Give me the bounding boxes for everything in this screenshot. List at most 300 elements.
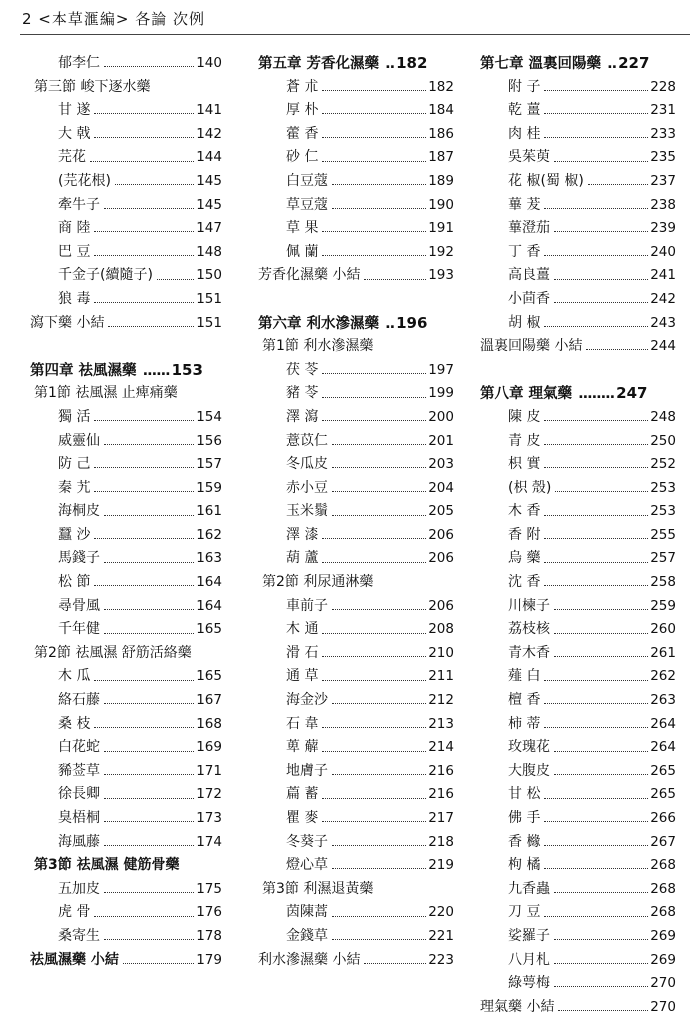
leader-dots	[332, 467, 426, 468]
herb-name: 胡 椒	[508, 314, 541, 331]
herb-name: 甘 松	[508, 786, 541, 803]
toc-entry	[480, 854, 676, 878]
leader-dots	[104, 892, 194, 893]
leader-dots	[104, 633, 194, 634]
toc-entry	[258, 99, 454, 123]
page-number: 206	[428, 550, 454, 567]
leader-dots	[322, 798, 426, 799]
herb-name: 枳 實	[508, 456, 541, 473]
toc-column-2	[258, 52, 454, 972]
herb-name: 海風藤	[58, 833, 100, 850]
chapter-heading	[258, 52, 454, 76]
page-number: 204	[428, 479, 454, 496]
page-number: 153	[171, 360, 203, 379]
page-number: 173	[196, 810, 222, 826]
herb-name: 五加皮	[58, 880, 100, 897]
leader-dots	[332, 868, 426, 869]
herb-name: 萹 蓄	[286, 786, 319, 803]
page-number: 182	[428, 78, 454, 95]
herb-name: 澤 瀉	[286, 408, 319, 425]
herb-name: 豬 苓	[286, 385, 319, 402]
toc-entry	[480, 194, 676, 218]
leader-dots	[104, 798, 194, 799]
leader-dots	[322, 90, 426, 91]
page-number: 145	[196, 172, 222, 189]
spacer	[480, 359, 676, 383]
page-number: 259	[650, 597, 676, 614]
toc-entry	[258, 477, 454, 501]
toc-entry	[258, 854, 454, 878]
toc-entry	[480, 901, 676, 925]
toc-entry	[30, 665, 222, 689]
herb-name: 柿 蒂	[508, 715, 541, 732]
page-number: 161	[196, 503, 222, 520]
leader-dots	[94, 585, 194, 586]
page-number: 151	[196, 290, 222, 307]
herb-name: 川楝子	[508, 597, 550, 614]
herb-name: 防 己	[58, 456, 91, 473]
leader-dots	[364, 279, 426, 280]
herb-name: 砂 仁	[286, 149, 319, 166]
page-number: 190	[428, 196, 454, 213]
leader-dots	[322, 373, 426, 374]
page-number: 162	[196, 526, 222, 543]
page-number: 244	[650, 338, 676, 355]
chapter-title: 第七章 溫裏回陽藥	[480, 56, 602, 72]
herb-name: 茯 苓	[286, 361, 319, 378]
leader-dots	[558, 1010, 648, 1011]
toc-entry	[480, 878, 676, 902]
page-number: 145	[196, 196, 222, 213]
toc-entry	[258, 406, 454, 430]
leader-dots	[544, 467, 648, 468]
leader-dots	[554, 892, 648, 893]
section-heading: 第2節 祛風濕 舒筋活絡藥	[34, 644, 192, 661]
page-number: 147	[196, 220, 222, 237]
summary-entry	[480, 335, 676, 359]
leader-dots	[544, 420, 648, 421]
toc-entry	[258, 146, 454, 170]
herb-name: 滑 石	[286, 644, 319, 661]
page-number: 266	[650, 810, 676, 826]
herb-name: 高良薑	[508, 267, 550, 284]
herb-name: 牽牛子	[58, 196, 100, 213]
toc-entry	[30, 430, 222, 454]
toc-entry	[30, 831, 222, 855]
toc-entry	[480, 689, 676, 713]
leader-dots	[322, 397, 426, 398]
herb-name: 金錢草	[286, 927, 328, 944]
toc-entry	[480, 736, 676, 760]
leader-dots	[94, 255, 194, 256]
herb-name: 松 節	[58, 574, 91, 591]
leader-dots	[544, 845, 648, 846]
toc-entry	[480, 760, 676, 784]
page-number: 264	[650, 739, 676, 756]
page-number: 179	[196, 951, 222, 968]
herb-name: 尋骨風	[58, 597, 100, 614]
leader-dots	[544, 538, 648, 539]
herb-name: 澤 漆	[286, 526, 319, 543]
herb-name: 白花蛇	[58, 739, 100, 756]
toc-entry	[480, 99, 676, 123]
leader-dots	[544, 255, 648, 256]
page-number: 233	[650, 125, 676, 142]
toc-entry	[30, 123, 222, 147]
toc-entry	[480, 524, 676, 548]
leader-dots	[332, 703, 426, 704]
leader-dots	[544, 703, 648, 704]
leader-dots	[544, 208, 648, 209]
leader-dots	[332, 774, 426, 775]
herb-name: 花 椒(蜀 椒)	[508, 172, 584, 189]
toc-entry	[258, 524, 454, 548]
leader-dots	[94, 538, 194, 539]
leader-dots	[115, 184, 194, 185]
toc-entry	[480, 453, 676, 477]
leader-dots	[586, 349, 648, 350]
page-number: 164	[196, 597, 222, 614]
leader-dots	[554, 633, 648, 634]
section-heading: 第2節 利尿通淋藥	[262, 574, 374, 591]
toc-entry	[480, 76, 676, 100]
leader-dots	[322, 562, 426, 563]
page-number: 203	[428, 456, 454, 473]
page-number: 142	[196, 125, 222, 142]
page-number: 265	[650, 786, 676, 803]
herb-name: 蓽 茇	[508, 196, 541, 213]
page-header: 2 <本草滙編> 各論 次例	[22, 10, 205, 28]
toc-entry	[258, 807, 454, 831]
leader-dots: ..	[385, 56, 395, 72]
herb-name: 木 香	[508, 503, 541, 520]
leader-dots	[554, 231, 648, 232]
herb-name: 瞿 麥	[286, 810, 319, 826]
page-number: 186	[428, 125, 454, 142]
toc-entry	[480, 925, 676, 949]
herb-name: 厚 朴	[286, 102, 319, 119]
page-number: 163	[196, 550, 222, 567]
page-number: 141	[196, 102, 222, 119]
toc-entry	[258, 123, 454, 147]
page-number: 218	[428, 833, 454, 850]
summary-entry	[258, 949, 454, 973]
leader-dots	[544, 326, 648, 327]
herb-name: 千金子(續隨子)	[58, 267, 153, 284]
page-number: 227	[618, 54, 650, 72]
herb-name: 九香蟲	[508, 880, 550, 897]
toc-entry	[30, 217, 222, 241]
herb-name: 桑 枝	[58, 715, 91, 732]
toc-entry	[480, 500, 676, 524]
page-number: 219	[428, 857, 454, 874]
toc-entry	[258, 382, 454, 406]
leader-dots	[322, 821, 426, 822]
toc-entry	[480, 241, 676, 265]
chapter-heading	[480, 382, 676, 406]
page-number: 268	[650, 904, 676, 921]
page-number: 270	[650, 975, 676, 992]
leader-dots	[544, 444, 648, 445]
herb-name: 陳 皮	[508, 408, 541, 425]
page-number: 189	[428, 172, 454, 189]
herb-name: 大腹皮	[508, 762, 550, 779]
leader-dots	[322, 113, 426, 114]
herb-name: 馬錢子	[58, 550, 100, 567]
toc-entry	[30, 571, 222, 595]
herb-name: 萆 薢	[286, 739, 319, 756]
leader-dots	[123, 963, 194, 964]
chapter-title: 第五章 芳香化濕藥	[258, 56, 380, 72]
toc-entry	[258, 76, 454, 100]
leader-dots	[544, 798, 648, 799]
toc-entry	[480, 288, 676, 312]
toc-entry	[258, 689, 454, 713]
toc-entry	[480, 665, 676, 689]
toc-entry	[30, 146, 222, 170]
page-number: 151	[196, 314, 222, 331]
page-number: 221	[428, 927, 454, 944]
herb-name: 通 草	[286, 668, 319, 685]
herb-name: 青 皮	[508, 432, 541, 449]
herb-name: 八月札	[508, 951, 550, 968]
page-number: 264	[650, 715, 676, 732]
herb-name: 蠶 沙	[58, 526, 91, 543]
leader-dots	[322, 656, 426, 657]
summary-entry	[258, 264, 454, 288]
page-number: 228	[650, 78, 676, 95]
leader-dots	[544, 821, 648, 822]
page-number: 235	[650, 149, 676, 166]
page-number: 140	[196, 55, 222, 71]
leader-dots	[332, 515, 426, 516]
herb-name: 臭梧桐	[58, 810, 100, 826]
leader-dots	[554, 161, 648, 162]
toc-entry	[30, 500, 222, 524]
toc-entry	[30, 524, 222, 548]
herb-name: 丁 香	[508, 243, 541, 260]
page-number: 165	[196, 621, 222, 638]
page-number: 191	[428, 220, 454, 237]
leader-dots	[554, 774, 648, 775]
herb-name: 娑羅子	[508, 927, 550, 944]
summary-entry	[30, 949, 222, 973]
leader-dots	[332, 916, 426, 917]
herb-name: 枸 橘	[508, 857, 541, 874]
page-number: 197	[428, 361, 454, 378]
page-number: 150	[196, 267, 222, 284]
spacer	[30, 335, 222, 359]
toc-entry	[480, 217, 676, 241]
leader-dots	[108, 326, 194, 327]
leader-dots	[104, 208, 194, 209]
page-number: 260	[650, 621, 676, 638]
leader-dots	[322, 538, 426, 539]
page-number: 253	[650, 479, 676, 496]
toc-entry	[480, 949, 676, 973]
toc-entry	[30, 713, 222, 737]
toc-entry	[30, 264, 222, 288]
page-number: 157	[196, 456, 222, 473]
herb-name: 沈 香	[508, 574, 541, 591]
leader-dots	[555, 491, 648, 492]
herb-name: 肉 桂	[508, 125, 541, 142]
toc-entry	[30, 901, 222, 925]
toc-entry	[258, 217, 454, 241]
toc-entry	[258, 665, 454, 689]
page-number: 196	[396, 313, 428, 332]
toc-entry	[258, 359, 454, 383]
leader-dots: ........	[578, 386, 615, 403]
leader-dots	[544, 515, 648, 516]
herb-name: 獨 活	[58, 408, 91, 425]
herb-name: 玉米鬚	[286, 503, 328, 520]
leader-dots	[104, 562, 194, 563]
page-number: 220	[428, 904, 454, 921]
page-number: 231	[650, 102, 676, 119]
page-number: 176	[196, 904, 222, 921]
leader-dots	[322, 727, 426, 728]
leader-dots	[104, 845, 194, 846]
page-number: 201	[428, 432, 454, 449]
toc-entry	[258, 736, 454, 760]
toc-entry	[30, 241, 222, 265]
herb-name: 巴 豆	[58, 243, 91, 260]
herb-name: 甘 遂	[58, 102, 91, 119]
toc-entry	[480, 146, 676, 170]
section-heading: 第3節 祛風濕 健筋骨藥	[34, 857, 180, 874]
page-number: 169	[196, 739, 222, 756]
herb-name: 大 戟	[58, 125, 91, 142]
leader-dots	[554, 609, 648, 610]
page-number: 193	[428, 267, 454, 284]
summary-title: 溫裏回陽藥 小結	[480, 338, 583, 355]
page-number: 223	[428, 951, 454, 968]
leader-dots	[322, 680, 426, 681]
leader-dots	[94, 420, 194, 421]
page-number: 172	[196, 786, 222, 803]
page-number: 187	[428, 149, 454, 166]
herb-name: 蓽澄茄	[508, 220, 550, 237]
leader-dots	[104, 515, 194, 516]
herb-name: 冬瓜皮	[286, 456, 328, 473]
herb-name: 薤 白	[508, 668, 541, 685]
page-number: 240	[650, 243, 676, 260]
chapter-heading	[258, 312, 454, 336]
page-number: 167	[196, 692, 222, 709]
leader-dots	[554, 751, 648, 752]
page-number: 253	[650, 503, 676, 520]
herb-name: 徐長卿	[58, 786, 100, 803]
page-number: 243	[650, 314, 676, 331]
summary-title: 利水滲濕藥 小結	[258, 951, 361, 968]
summary-entry	[30, 312, 222, 336]
toc-entry	[258, 430, 454, 454]
leader-dots	[104, 444, 194, 445]
page-number: 175	[196, 880, 222, 897]
toc-entry	[30, 477, 222, 501]
toc-entry	[30, 925, 222, 949]
herb-name: 威靈仙	[58, 432, 100, 449]
page-number: 168	[196, 715, 222, 732]
leader-dots	[544, 90, 648, 91]
toc-entry	[480, 547, 676, 571]
toc-entry	[258, 901, 454, 925]
section-heading: 第1節 利水滲濕藥	[262, 338, 374, 355]
page-number: 214	[428, 739, 454, 756]
toc-entry	[30, 194, 222, 218]
leader-dots	[94, 491, 194, 492]
page-number: 148	[196, 243, 222, 260]
toc-entry	[480, 642, 676, 666]
toc-entry	[480, 477, 676, 501]
leader-dots	[104, 821, 194, 822]
page-number: 171	[196, 762, 222, 779]
leader-dots	[104, 939, 194, 940]
leader-dots	[94, 727, 194, 728]
herb-name: 小茴香	[508, 290, 550, 307]
page-number: 212	[428, 692, 454, 709]
leader-dots	[554, 986, 648, 987]
leader-dots	[104, 609, 194, 610]
page-number: 255	[650, 526, 676, 543]
toc-entry	[480, 831, 676, 855]
toc-entry	[258, 783, 454, 807]
leader-dots	[322, 751, 426, 752]
page-number: 178	[196, 927, 222, 944]
page-number: 247	[616, 384, 648, 403]
toc-entry	[30, 595, 222, 619]
toc-entry	[258, 618, 454, 642]
herb-name: 香 櫞	[508, 833, 541, 850]
page-number: 258	[650, 574, 676, 591]
page-number: 211	[428, 668, 454, 685]
toc-entry	[480, 783, 676, 807]
leader-dots	[332, 444, 426, 445]
page-number: 216	[428, 762, 454, 779]
toc-entry	[480, 406, 676, 430]
page-number: 199	[428, 385, 454, 402]
summary-entry	[480, 996, 676, 1020]
leader-dots	[94, 231, 194, 232]
page-number: 267	[650, 833, 676, 850]
leader-dots	[322, 633, 426, 634]
herb-name: 附 子	[508, 78, 541, 95]
herb-name: 千年健	[58, 621, 100, 638]
leader-dots	[322, 231, 426, 232]
leader-dots: ..	[607, 56, 617, 72]
leader-dots	[332, 609, 426, 610]
herb-name: 冬葵子	[286, 833, 328, 850]
page-number: 242	[650, 290, 676, 307]
leader-dots: ..	[385, 315, 395, 332]
page-number: 210	[428, 644, 454, 661]
page-number: 270	[650, 998, 676, 1015]
leader-dots	[332, 491, 426, 492]
toc-entry	[30, 760, 222, 784]
leader-dots	[544, 727, 648, 728]
herb-name: 燈心草	[286, 857, 328, 874]
herb-name: 秦 艽	[58, 479, 91, 496]
page-number: 263	[650, 692, 676, 709]
page-number: 250	[650, 432, 676, 449]
leader-dots	[544, 868, 648, 869]
toc-entry	[30, 618, 222, 642]
page-number: 205	[428, 503, 454, 520]
leader-dots	[157, 279, 194, 280]
leader-dots	[94, 137, 194, 138]
leader-dots	[94, 467, 194, 468]
